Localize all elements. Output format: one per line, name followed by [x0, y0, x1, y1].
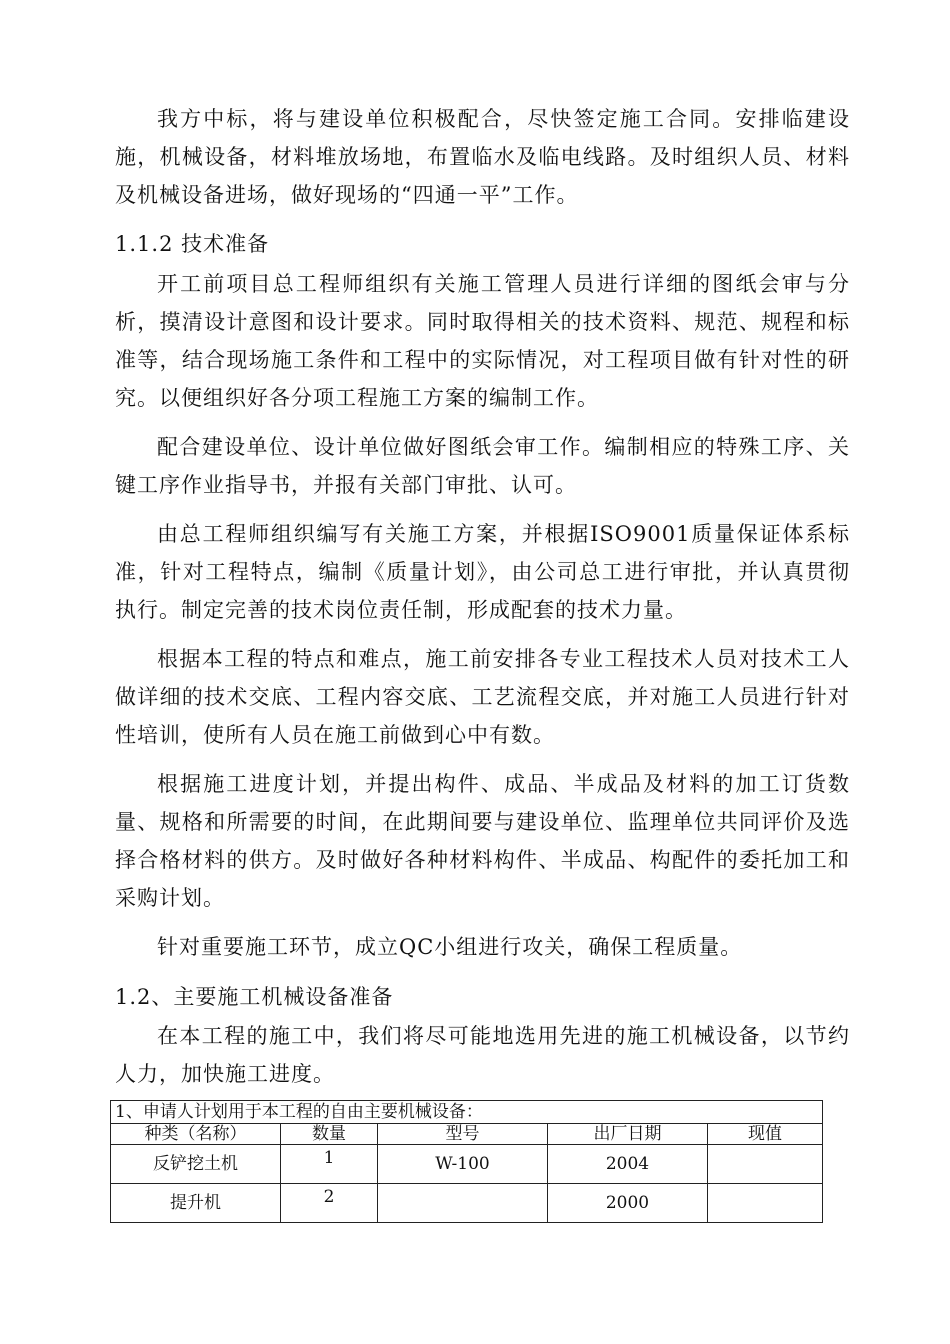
table-row [111, 1184, 823, 1223]
cell-type-name: 反铲挖土机 [111, 1145, 281, 1184]
table-header-row [111, 1124, 823, 1145]
header-manufacture-date: 出厂日期 [548, 1124, 708, 1145]
cell-type-name: 提升机 [111, 1184, 281, 1223]
table-caption-row [111, 1101, 823, 1124]
header-quantity: 数量 [281, 1124, 378, 1145]
paragraph-technical-briefing: 根据本工程的特点和难点，施工前安排各专业工程技术人员对技术工人做详细的技术交底、工程内容交底、工艺流程交底，并对施工人员进行针对性培训，使所有人员在施工前做到心中有数。 [115, 647, 850, 747]
header-type-name: 种类（名称） [111, 1124, 281, 1145]
cell-manufacture-date: 2004 [548, 1145, 708, 1184]
cell-current-value [708, 1145, 823, 1184]
paragraph-construction-plan: 由总工程师组织编写有关施工方案，并根据ISO9001质量保证体系标准，针对工程特点，编制《质量计划》，由公司总工进行审批，并认真贯彻执行。制定完善的技术岗位责任制，形成配套的技术力量。 [115, 522, 850, 622]
header-model: 型号 [378, 1124, 548, 1145]
paragraph-material-procurement: 根据施工进度计划，并提出构件、成品、半成品及材料的加工订货数量、规格和所需要的时间，在此期间要与建设单位、监理单位共同评价及选择合格材料的供方。及时做好各种材料构件、半成品、构配件的委托加工和采购计划。 [115, 772, 850, 910]
paragraph-drawing-review: 开工前项目总工程师组织有关施工管理人员进行详细的图纸会审与分析，摸清设计意图和设计要求。同时取得相关的技术资料、规范、规程和标准等，结合现场施工条件和工程中的实际情况，对工程项目做有针对性的研究。以便组织好各分项工程施工方案的编制工作。 [115, 272, 850, 410]
equipment-table [110, 1100, 823, 1223]
heading-technical-preparation: 1.1.2 技术准备 [115, 232, 270, 256]
paragraph-equipment-selection: 在本工程的施工中，我们将尽可能地选用先进的施工机械设备，以节约人力，加快施工进度。 [115, 1024, 850, 1086]
cell-quantity: 2 [281, 1184, 378, 1223]
table-caption: 1、申请人计划用于本工程的自由主要机械设备： [111, 1101, 823, 1124]
cell-current-value [708, 1184, 823, 1223]
paragraph-qc-group: 针对重要施工环节，成立QC小组进行攻关，确保工程质量。 [157, 935, 743, 959]
heading-equipment-preparation: 1.2、主要施工机械设备准备 [115, 985, 394, 1009]
paragraph-work-instructions: 配合建设单位、设计单位做好图纸会审工作。编制相应的特殊工序、关键工序作业指导书，并报有关部门审批、认可。 [115, 435, 850, 497]
cell-model: W-100 [378, 1145, 548, 1184]
table-row [111, 1145, 823, 1184]
cell-model [378, 1184, 548, 1223]
cell-quantity: 1 [281, 1145, 378, 1184]
cell-manufacture-date: 2000 [548, 1184, 708, 1223]
paragraph-site-preparation: 我方中标，将与建设单位积极配合，尽快签定施工合同。安排临建设施，机械设备，材料堆放场地，布置临水及临电线路。及时组织人员、材料及机械设备进场，做好现场的“四通一平”工作。 [115, 107, 850, 207]
header-current-value: 现值 [708, 1124, 823, 1145]
